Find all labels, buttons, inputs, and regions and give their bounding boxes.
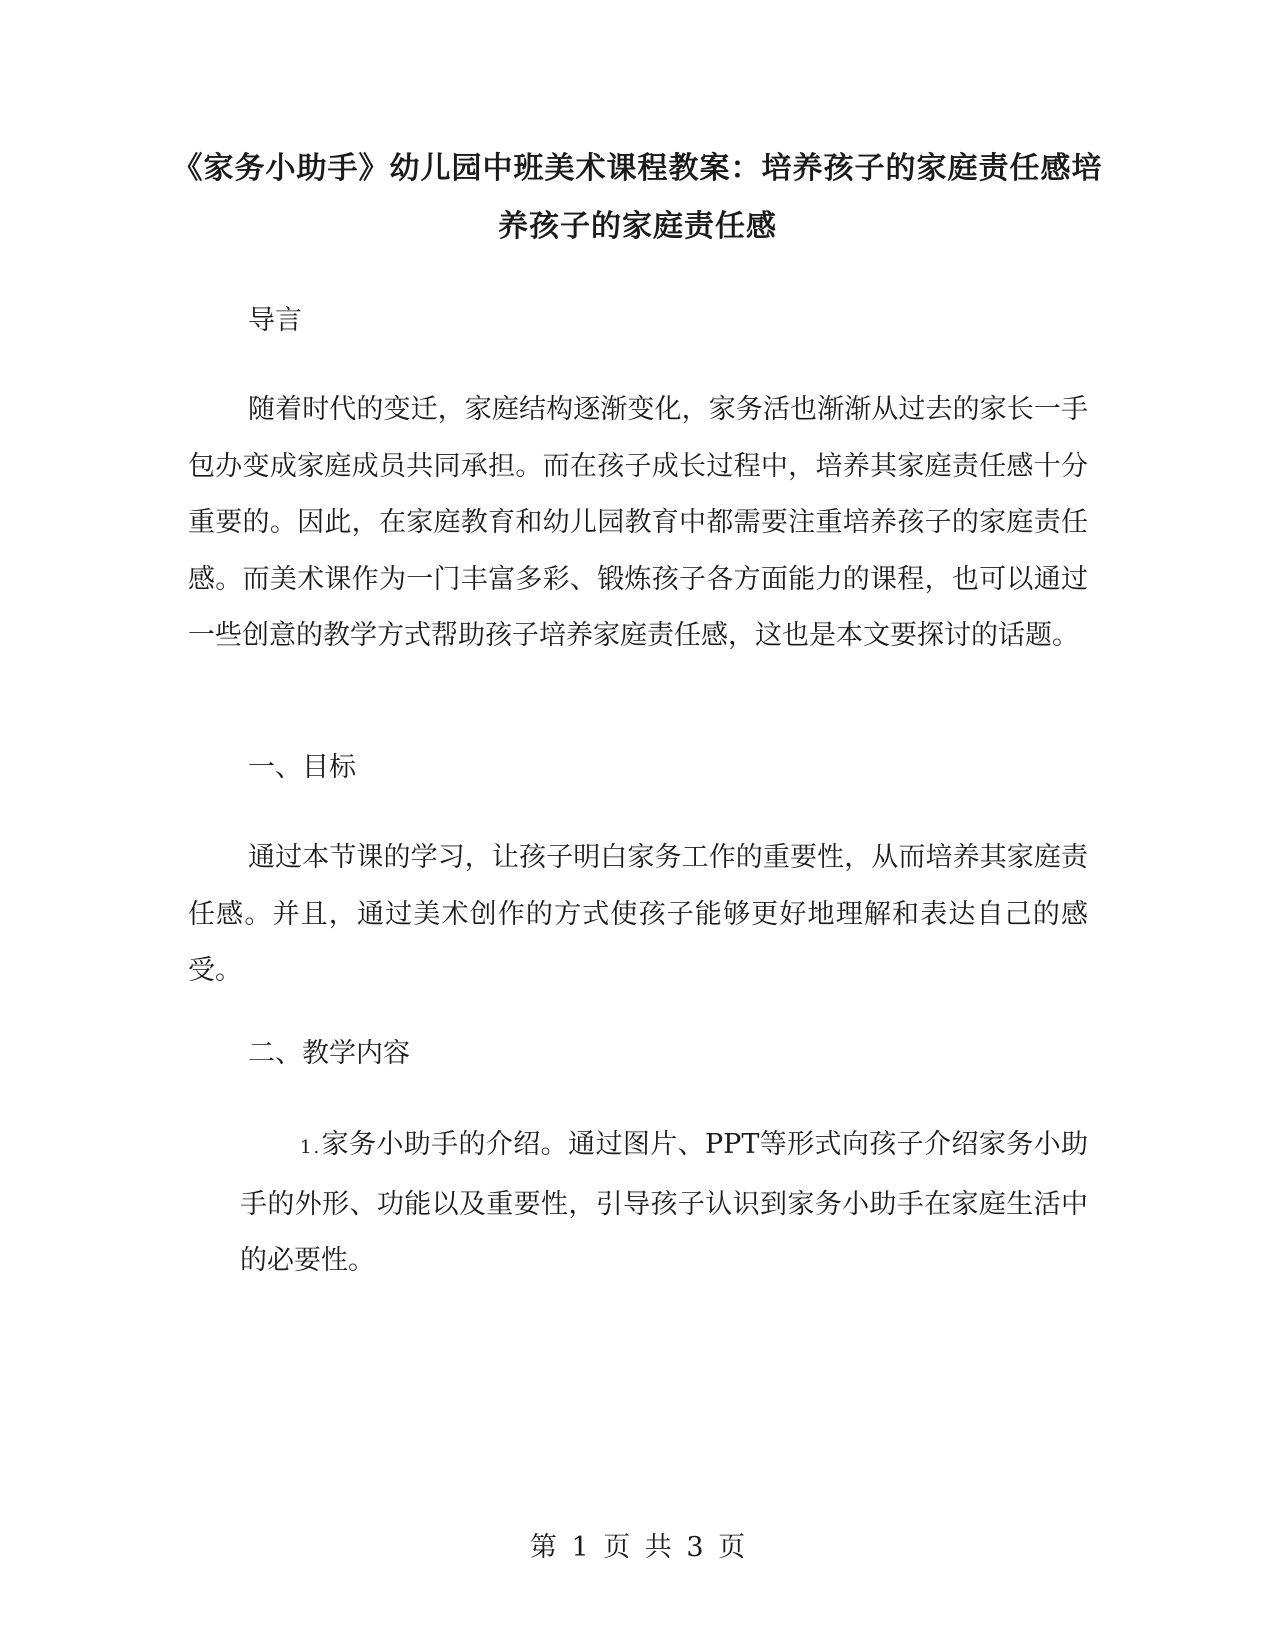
content-list-item <box>240 1117 1088 1290</box>
section-heading-content: 二、教学内容 <box>248 1038 410 1069</box>
section-heading-intro: 导言 <box>248 305 302 336</box>
page-footer: 第 1 页 共 3 页 <box>529 1532 746 1563</box>
list-item-text: 家务小助手的介绍。通过图片、PPT等形式向孩子介绍家务小助手的外形、功能以及重要性，引导孩子认识到家务小助手在家庭生活中的必要性。 <box>240 1129 1088 1276</box>
goal-paragraph: 通过本节课的学习，让孩子明白家务工作的重要性，从而培养其家庭责任感。并且，通过美术创作的方式使孩子能够更好地理解和表达自己的感受。 <box>188 842 1088 986</box>
section-heading-goal: 一、目标 <box>248 752 356 783</box>
intro-paragraph: 随着时代的变迁，家庭结构逐渐变化，家务活也渐渐从过去的家长一手包办变成家庭成员共同承担。而在孩子成长过程中，培养其家庭责任感十分重要的。因此，在家庭教育和幼儿园教育中都需要注重培养孩子的家庭责任感。而美术课作为一门丰富多彩、锻炼孩子各方面能力的课程，也可以通过一些创意的教学方式帮助孩子培养家庭责任感，这也是本文要探讨的话题。 <box>188 394 1088 651</box>
document-title: 《家务小助手》幼儿园中班美术课程教案：培养孩子的家庭责任感培养孩子的家庭责任感 <box>172 151 1103 244</box>
list-item-number: 1. <box>300 1137 322 1158</box>
